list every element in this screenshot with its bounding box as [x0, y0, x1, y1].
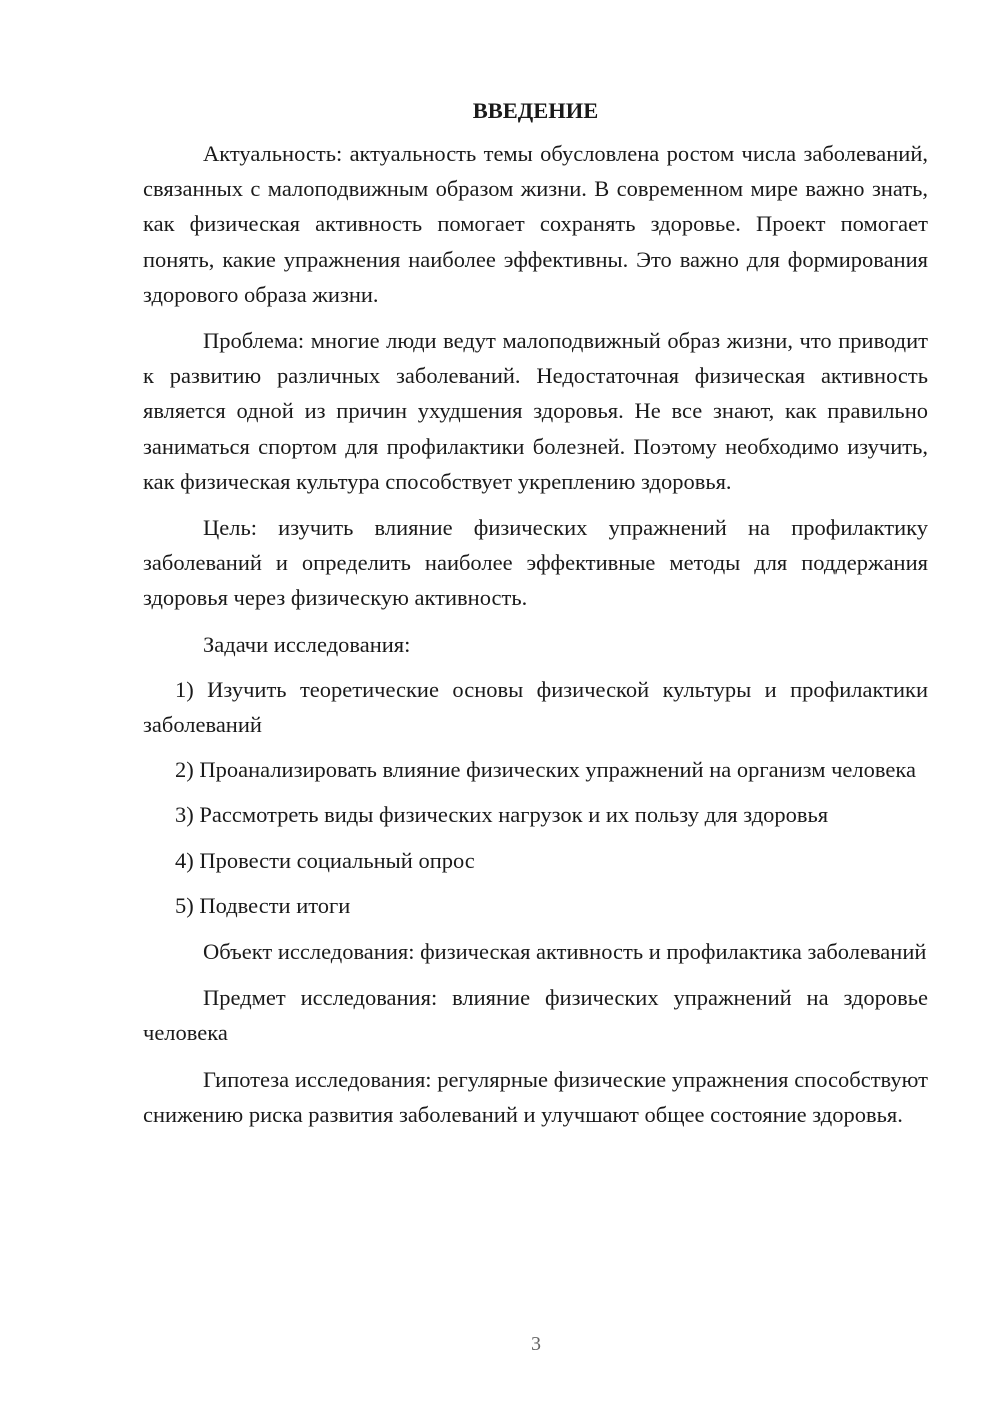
tasks-heading: Задачи исследования:	[203, 631, 411, 657]
page-number: 3	[531, 1333, 541, 1355]
document-body	[143, 96, 928, 1132]
relevance-paragraph: Актуальность: актуальность темы обусловлена ростом числа заболеваний, связанных с малоподвижным образом жизни. В современном мире важно знать, как физическая активность помогает сохранять здоровье. Проект помогает понять, какие упражнения наиболее эффективны. Это важно для формирования здорового образа жизни.	[143, 141, 928, 307]
task-item-5: 5) Подвести итоги	[175, 892, 351, 918]
object-paragraph: Объект исследования: физическая активность и профилактика заболеваний	[203, 939, 927, 965]
subject-paragraph: Предмет исследования: влияние физических упражнений на здоровье человека	[143, 985, 928, 1046]
problem-paragraph: Проблема: многие люди ведут малоподвижный образ жизни, что приводит к развитию различных заболеваний. Недостаточная физическая активность является одной из причин ухудшения здоровья. Не все знают, как правильно заниматься спортом для профилактики болезней. Поэтому необходимо изучить, как физическая культура способствует укреплению здоровья.	[143, 328, 928, 494]
page-title: ВВЕДЕНИЕ	[472, 98, 599, 123]
task-item-2: 2) Проанализировать влияние физических упражнений на организм человека	[175, 757, 916, 783]
task-item-1: 1) Изучить теоретические основы физической культуры и профилактики заболеваний	[143, 676, 928, 738]
goal-paragraph: Цель: изучить влияние физических упражнений на профилактику заболеваний и определить наиболее эффективные методы для поддержания здоровья через физическую активность.	[143, 515, 928, 611]
task-item-3: 3) Рассмотреть виды физических нагрузок и их пользу для здоровья	[175, 802, 829, 828]
task-item-4: 4) Провести социальный опрос	[175, 847, 475, 873]
hypothesis-paragraph: Гипотеза исследования: регулярные физические упражнения способствуют снижению риска развития заболеваний и улучшают общее состояние здоровья.	[143, 1066, 928, 1127]
